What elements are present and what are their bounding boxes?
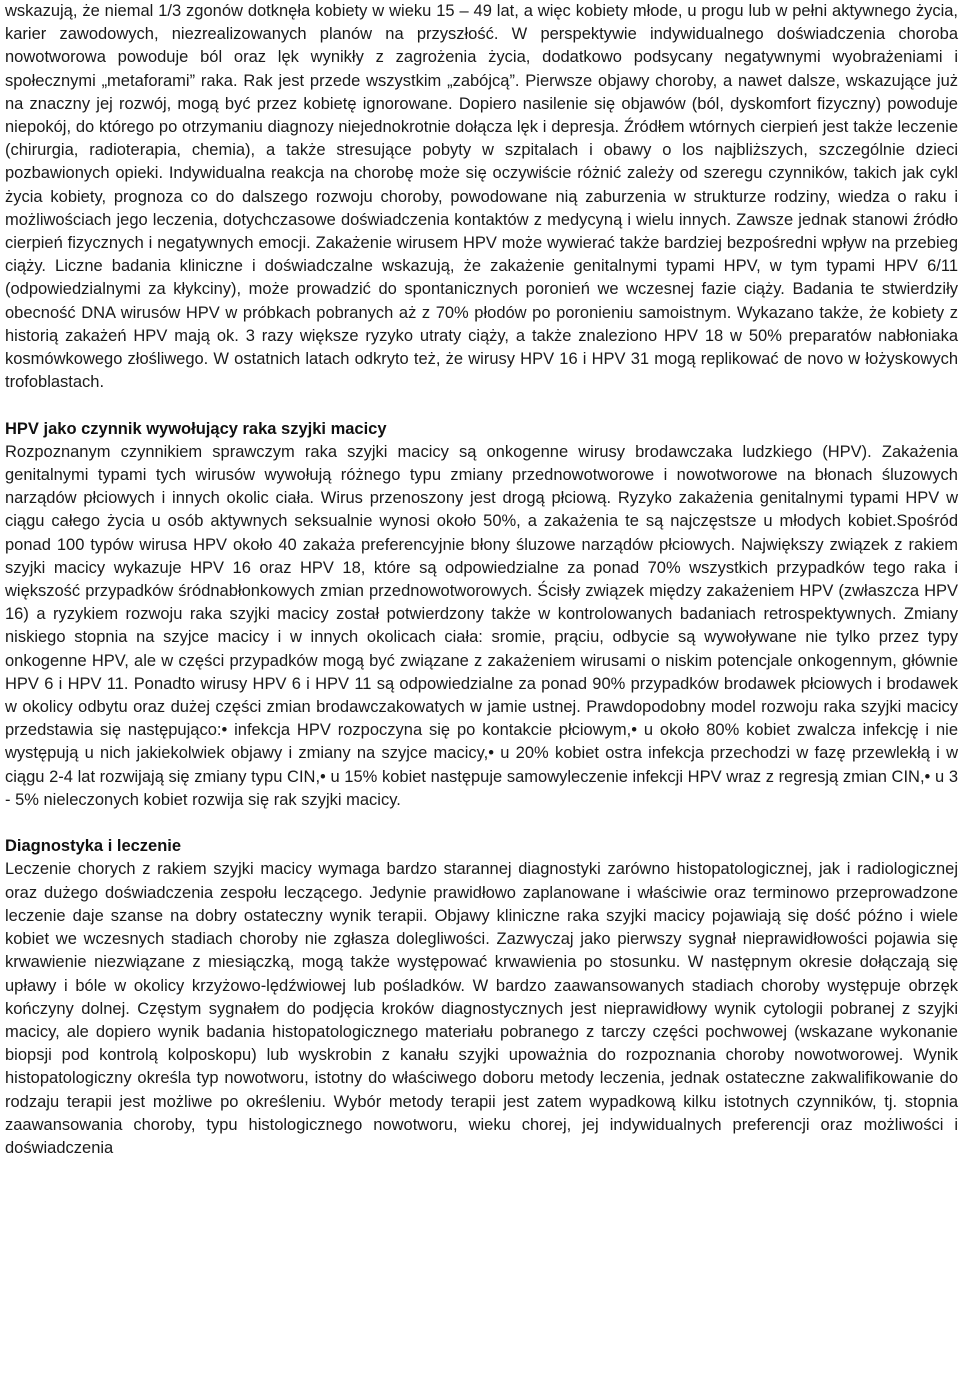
section-spacer	[5, 394, 958, 417]
diagnosis-section-heading: Diagnostyka i leczenie	[5, 837, 182, 856]
hpv-section-paragraph: Rozpoznanym czynnikiem sprawczym raka szyjki macicy są onkogenne wirusy brodawczaka ludzkiego (HPV). Zakażenia genitalnymi typami tych wirusów wywołują różnego typu zmiany przednowotworowe i nowotworowe na błonach śluzowych narządów płciowych i innych okolic ciała. Wirus przenoszony jest drogą płciową. Ryzyko zakażenia genitalnymi typami HPV w ciągu całego życia u osób aktywnych seksualnie wynosi około 50%, a zakażenia te są najczęstsze u młodych kobiet.Spośród ponad 100 typów wirusa HPV około 40 zakaża preferencyjnie błony śluzowe narządów płciowych. Największy związek z rakiem szyjki macicy wykazuje HPV 16 oraz HPV 18, które są odpowiedzialne za ponad 70% wszystkich przypadków tego raka i większość przypadków śródnabłonkowych zmian przednowotworowych. Ścisły związek między zakażeniem HPV (zwłaszcza HPV 16) a ryzykiem rozwoju raka szyjki macicy został potwierdzony także w kontrolowanych badaniach retrospektywnych. Zmiany niskiego stopnia na szyjce macicy i w innych okolicach ciała: sromie, prąciu, odbycie są wywoływane nie tylko przez typy onkogenne HPV, ale w części przypadków mogą być związane z zakażeniem wirusami o niskim potencjale onkogennym, głównie HPV 6 i HPV 11. Ponadto wirusy HPV 6 i HPV 11 są odpowiedzialne za ponad 90% przypadków brodawek płciowych i brodawek w okolicy odbytu oraz dużej części zmian brodawczakowatych w jamie ustnej. Prawdopodobny model rozwoju raka szyjki macicy przedstawia się następująco:• infekcja HPV rozpoczyna się po kontakcie płciowym,• u około 80% kobiet zwalcza infekcję i nie występują u nich jakiekolwiek objawy i zmiany na szyjce macicy,• u 20% kobiet ostra infekcja przechodzi w fazę przewlekłą i w ciągu 2-4 lat rozwijają się zmiany typu CIN,• u 15% kobiet następuje samowyleczenie infekcji HPV wraz z regresją zmian CIN,• u 3 - 5% nieleczonych kobiet rozwija się rak szyjki macicy.	[5, 442, 958, 809]
diagnosis-section-paragraph: Leczenie chorych z rakiem szyjki macicy wymaga bardzo starannej diagnostyki zarówno histopatologicznej, jak i radiologicznej oraz dużego doświadczenia zespołu leczącego. Jedynie prawidłowo zaplanowane i właściwie oraz terminowo przeprowadzone leczenie daje szanse na dobry ostateczny wynik terapii. Objawy kliniczne raka szyjki macicy pojawiają się dość późno i wiele kobiet we wczesnych stadiach choroby nie zgłasza dolegliwości. Zazwyczaj jako pierwszy sygnał nieprawidłowości pojawia się krwawienie niezwiązane z miesiączką, mogą także występować krwawienia po stosunku. W następnym okresie dołączają się upławy i bóle w okolicy krzyżowo-lędźwiowej lub pośladków. W bardzo zaawansowanych stadiach choroby występuje obrzęk kończyny dolnej. Częstym sygnałem do podjęcia kroków diagnostycznych jest nieprawidłowy wynik cytologii pobranej z szyjki macicy, ale dopiero wynik badania histopatologicznego materiału pobranego z tarczy części pochwowej (wskazane wykonanie biopsji pod kontrolą kolposkopu) lub wyskrobin z kanału szyjki upoważnia do rozpoznania choroby nowotworowej. Wynik histopatologiczny określa typ nowotworu, istotny do właściwego doboru metody leczenia, jednak ostateczne zakwalifikowanie do rodzaju terapii jest możliwe po określeniu. Wybór metody terapii jest zatem wypadkową kilku istotnych czynników, tj. stopnia zaawansowania choroby, typu histologicznego nowotworu, wieku chorej, jej indywidualnych preferencji oraz możliwości i doświadczenia	[5, 860, 958, 1157]
document-page	[5, 0, 958, 1160]
section-spacer	[5, 812, 958, 835]
intro-paragraph: wskazują, że niemal 1/3 zgonów dotknęła kobiety w wieku 15 – 49 lat, a więc kobiety młode, u progu lub w pełni aktywnego życia, karier zawodowych, niezrealizowanych planów na przyszłość. W perspektywie indywidualnego doświadczenia choroba nowotworowa powoduje ból oraz lęk wynikły z zagrożenia życia, dodatkowo podsycany negatywnymi wyobrażeniami i społecznymi „metaforami” raka. Rak jest przede wszystkim „zabójcą”. Pierwsze objawy choroby, a nawet dalsze, wskazujące już na znaczny jej rozwój, mogą być przez kobietę ignorowane. Dopiero nasilenie się objawów (ból, dyskomfort fizyczny) powoduje niepokój, do którego po otrzymaniu diagnozy niejednokrotnie dołącza lęk i depresja. Źródłem wtórnych cierpień jest także leczenie (chirurgia, radioterapia, chemia), a także stresujące pobyty w szpitalach i obawy o los najbliższych, szczególnie dzieci pozbawionych opieki. Indywidualna reakcja na chorobę może się oczywiście różnić zależy od szeregu czynników, takich jak cykl życia kobiety, prognoza co do dalszego rozwoju choroby, powodowane nią zaburzenia w strukturze rodziny, wiedza o raku i możliwościach jego leczenia, dotychczasowe doświadczenia kontaktów z medycyną i wielu innych. Zawsze jednak stanowi źródło cierpień fizycznych i negatywnych emocji. Zakażenie wirusem HPV może wywierać także bardziej bezpośredni wpływ na przebieg ciąży. Liczne badania kliniczne i doświadczalne wskazują, że zakażenie genitalnymi typami HPV, w tym typami HPV 6/11 (odpowiedzialnymi za kłykciny), może prowadzić do spontanicznych poronień we wczesnej fazie ciąży. Badania te stwierdziły obecność DNA wirusów HPV w próbkach pobranych aż z 70% płodów po poronieniu samoistnym. Wykazano także, że kobiety z historią zakażeń HPV mają ok. 3 razy większe ryzyko utraty ciąży, a także znaleziono HPV 18 w 50% preparatów nabłoniaka kosmówkowego złośliwego. W ostatnich latach odkryto też, że wirusy HPV 16 i HPV 31 mogą replikować de novo w łożyskowych trofoblastach.	[5, 2, 958, 392]
hpv-section-heading: HPV jako czynnik wywołujący raka szyjki macicy	[5, 419, 387, 438]
